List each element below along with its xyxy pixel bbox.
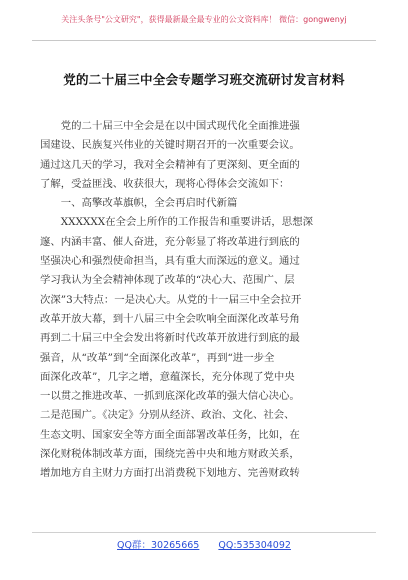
- body-line: 通过这几天的学习，我对全会精神有了更深刻、更全面的: [40, 158, 300, 171]
- header-divider: [32, 40, 376, 41]
- section-heading: 一、高擎改革旗帜，全会再启时代新篇: [40, 197, 238, 210]
- body-line: 党的二十届三中全会是在以中国式现代化全面推进强: [40, 120, 300, 132]
- header-note: 关注头条号"公文研究"，获得最新最全最专业的公文资料库！ 微信：gongwenyj: [61, 15, 347, 24]
- body-line: 邃、内涵丰富、催人奋进，充分彰显了将改革进行到底的: [40, 235, 300, 248]
- body-line: 面深化改革”，几字之增，意蕴深长，充分体现了党中央: [40, 370, 295, 383]
- qq-group-link[interactable]: QQ群：30265665: [117, 540, 200, 551]
- body-line: 强音，从“改革”到“全面深化改革”，再到“进一步全: [40, 351, 275, 364]
- body-line: 二是范围广。《决定》分别从经济、政治、文化、社会、: [40, 409, 295, 422]
- document-body: [40, 117, 372, 484]
- body-line: 国建设、民族复兴伟业的关键时期召开的一次重要会议。: [40, 139, 300, 152]
- body-line: 生态文明、国家安全等方面全面部署改革任务，比如，在: [40, 428, 300, 441]
- body-line: 学习我认为全会精神体现了改革的“决心大、范围广、层: [40, 274, 295, 287]
- body-line: 了解，受益匪浅、收获很大，现将心得体会交流如下：: [40, 177, 290, 190]
- footer-divider: [32, 532, 376, 533]
- body-line: 一以贯之推进改革、一抓到底深化改革的强大信心决心。: [40, 390, 300, 403]
- body-line: 改革开放大幕，到十八届三中全会吹响全面深化改革号角: [40, 312, 300, 325]
- document-title: 党的二十届三中全会专题学习班交流研讨发言材料: [63, 72, 345, 87]
- qq-link[interactable]: QQ:535304092: [218, 540, 291, 551]
- body-line: 增加地方自主财力方面打出消费税下划地方、完善财政转: [40, 467, 300, 480]
- footer-contact: [0, 537, 408, 551]
- body-line: 次深”3大特点：一是决心大。从党的十一届三中全会拉开: [40, 293, 302, 306]
- body-line: 坚强决心和强烈使命担当，具有重大而深远的意义。通过: [40, 255, 300, 268]
- body-line: XXXXXX在全会上所作的工作报告和重要讲话，思想深: [40, 216, 313, 229]
- body-line: 再到二十届三中全会发出将新时代改革开放进行到底的最: [40, 332, 300, 345]
- body-line: 深化财税体制改革方面，围绕完善中央和地方财政关系，: [40, 448, 300, 461]
